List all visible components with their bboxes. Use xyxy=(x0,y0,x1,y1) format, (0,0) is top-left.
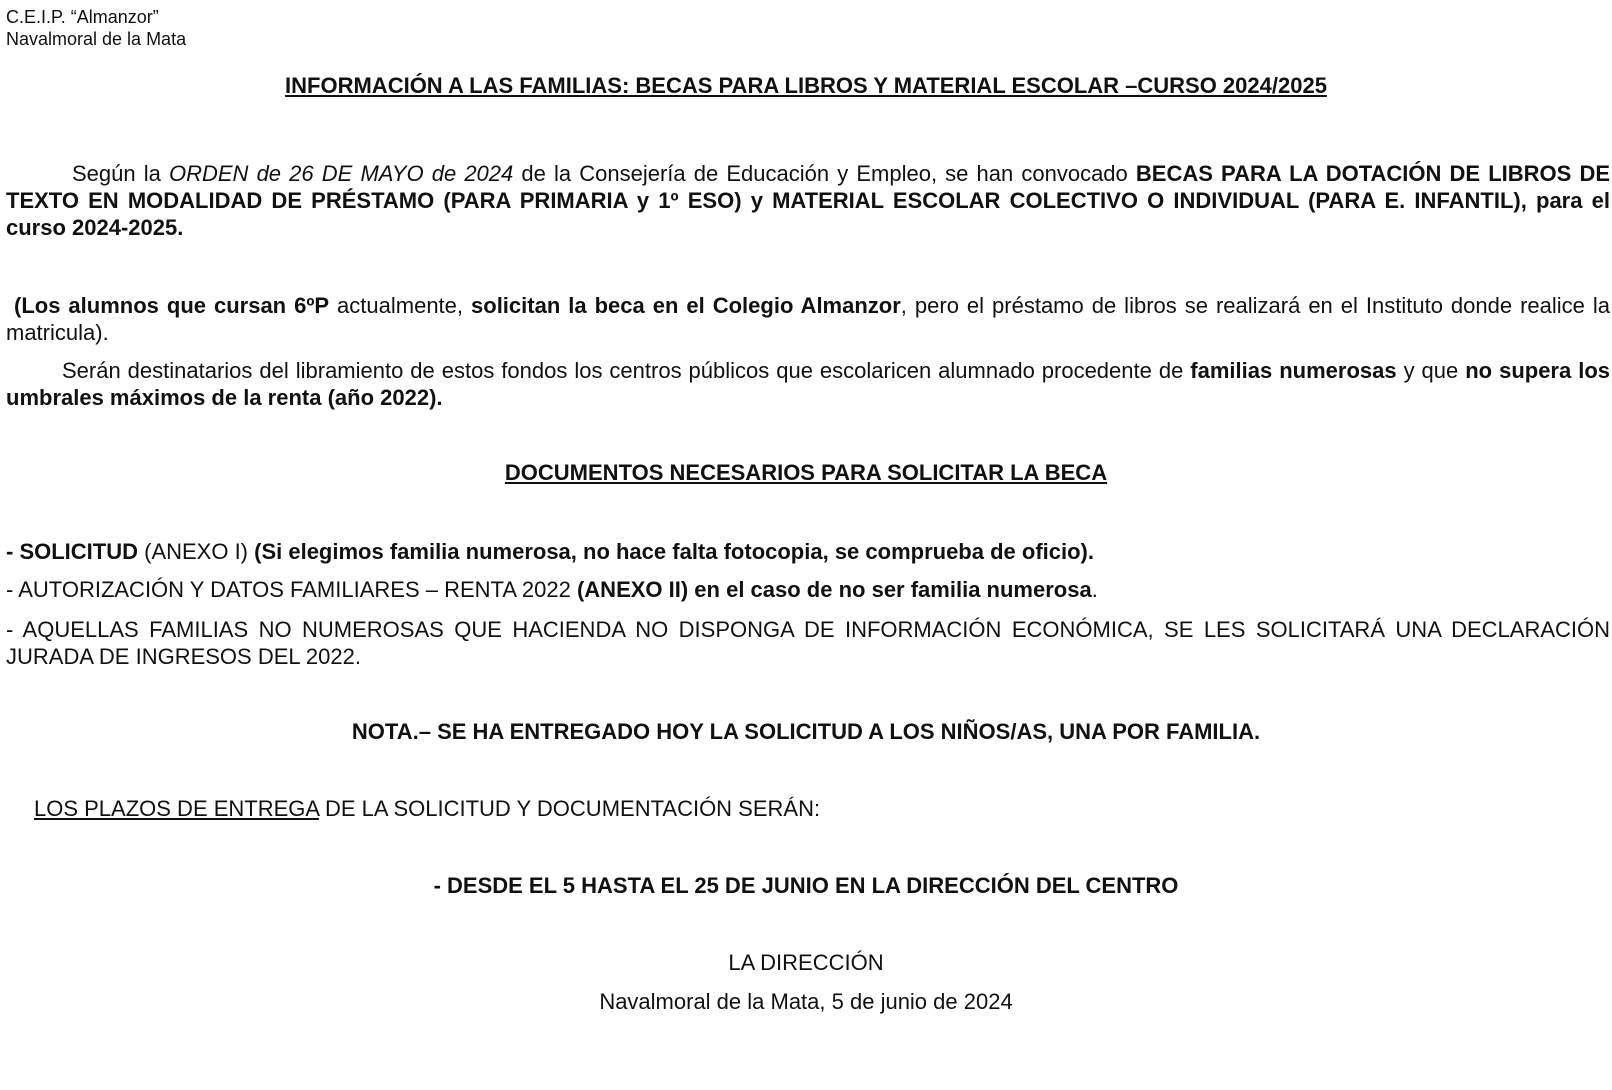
grant-description: BECAS PARA LA DOTACIÓN DE LIBROS DE TEXTO EN MODALIDAD DE PRÉSTAMO (PARA PRIMARIA y 1º ESO) y MATERIAL ESCOLAR COLECTIVO O INDIVIDUAL (PARA E. INFANTIL), para el curso 2024-2025. xyxy=(6,161,1611,240)
school-town: Navalmoral de la Mata xyxy=(6,29,187,49)
school-name: C.E.I.P. “Almanzor” xyxy=(6,7,159,27)
sixth-text-2: actualmente, xyxy=(329,293,472,318)
deadline-rest: DE LA SOLICITUD Y DOCUMENTACIÓN SERÁN: xyxy=(318,796,821,821)
sixth-text-4: , pero el préstamo de libros se realizará en el Instituto donde realice la matricula). xyxy=(6,293,1611,345)
order-reference: ORDEN de 26 DE MAYO de 2024 xyxy=(169,161,514,186)
doc-item-autorizacion xyxy=(6,576,1098,603)
deadline-dates: - DESDE EL 5 HASTA EL 25 DE JUNIO EN LA DIRECCIÓN DEL CENTRO xyxy=(433,873,1179,898)
signature-place-date: Navalmoral de la Mata, 5 de junio de 2024 xyxy=(599,989,1013,1014)
doc-item-solicitud-label: - SOLICITUD xyxy=(6,539,138,564)
deadline-label: LOS PLAZOS DE ENTREGA xyxy=(34,796,319,821)
documents-heading: DOCUMENTOS NECESARIOS PARA SOLICITAR LA BECA xyxy=(504,460,1108,485)
sixth-text-3: solicitan la beca en el Colegio Almanzor xyxy=(471,293,901,318)
signature-who: LA DIRECCIÓN xyxy=(728,950,884,975)
deadline-intro xyxy=(34,795,820,822)
recipients-paragraph xyxy=(6,357,1610,411)
recipients-text-2: familias numerosas xyxy=(1190,358,1397,383)
intro-paragraph xyxy=(6,160,1610,241)
recipients-text-1: Serán destinatarios del libramiento de estos fondos los centros públicos que escolaricen alumnado procedente de xyxy=(62,358,1191,383)
recipients-text-4: no supera los umbrales máximos de la renta (año 2022). xyxy=(6,358,1610,410)
page-title: INFORMACIÓN A LAS FAMILIAS: BECAS PARA LIBROS Y MATERIAL ESCOLAR –CURSO 2024/2025 xyxy=(285,73,1327,98)
doc-item-solicitud-note: (Si elegimos familia numerosa, no hace falta fotocopia, se comprueba de oficio). xyxy=(254,539,1094,564)
doc-item-declaracion: - AQUELLAS FAMILIAS NO NUMEROSAS QUE HACIENDA NO DISPONGA DE INFORMACIÓN ECONÓMICA, SE LES SOLICITARÁ UNA DECLARACIÓN JURADA DE INGRESOS DEL 2022. xyxy=(6,617,1610,669)
doc-item-autorizacion-label: - AUTORIZACIÓN Y DATOS FAMILIARES – RENTA 2022 xyxy=(6,577,577,602)
intro-text-2: de la Consejería de Educación y Empleo, se han convocado xyxy=(513,161,1136,186)
sixth-text-1: (Los alumnos que cursan 6ºP xyxy=(14,293,330,318)
doc-item-solicitud xyxy=(6,538,1094,565)
recipients-text-3: y que xyxy=(1396,358,1466,383)
intro-text-1: Según la xyxy=(72,161,169,186)
doc-item-autorizacion-note: (ANEXO II) en el caso de no ser familia numerosa xyxy=(576,577,1092,602)
sixth-grade-paragraph xyxy=(6,292,1610,346)
doc-item-autorizacion-end: . xyxy=(1091,577,1098,602)
note-text: NOTA.– SE HA ENTREGADO HOY LA SOLICITUD A LOS NIÑOS/AS, UNA POR FAMILIA. xyxy=(351,719,1261,744)
doc-item-solicitud-annex: (ANEXO I) xyxy=(138,539,255,564)
